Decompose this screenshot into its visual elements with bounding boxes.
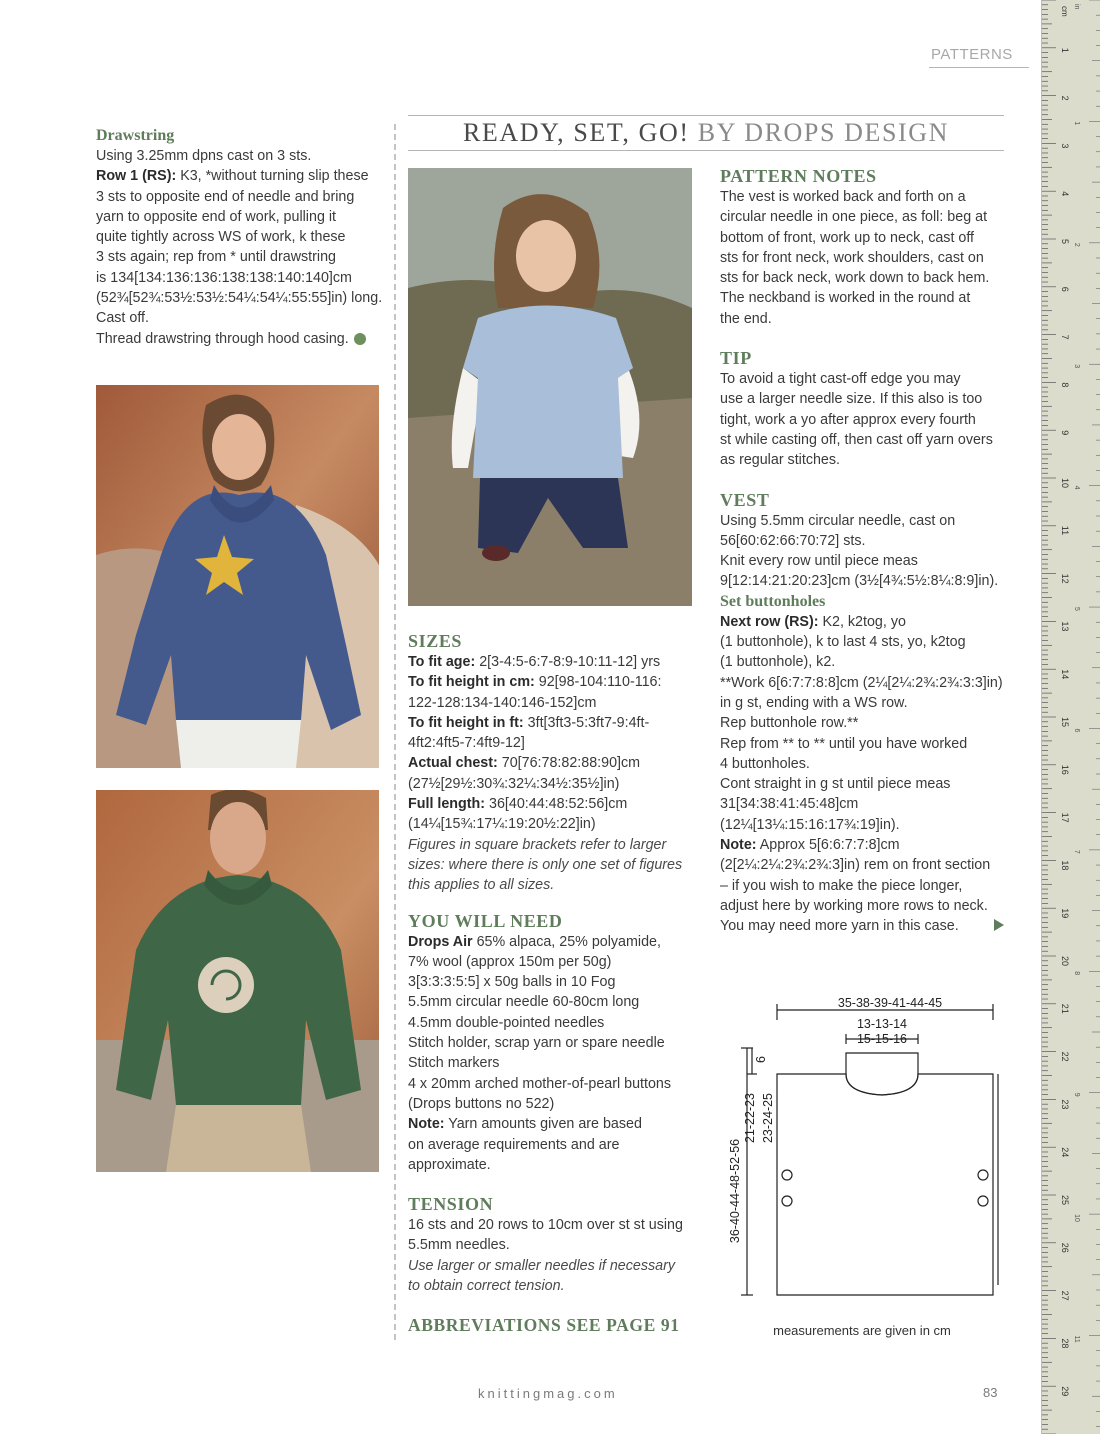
- tension-line: 16 sts and 20 rows to 10cm over st st using: [408, 1217, 683, 1234]
- ruler-inch-label: 6: [1073, 728, 1080, 733]
- ruler-inch-label: 9: [1073, 1092, 1080, 1097]
- length-label: 36-40-44-48-52-56: [728, 1138, 742, 1244]
- tension-note-line: to obtain correct tension.: [408, 1278, 565, 1295]
- armhole-label-1: 21-22-23: [743, 1092, 757, 1144]
- ruler-cm-label: 26: [1060, 1242, 1070, 1253]
- ruler-cm-label: 19: [1060, 908, 1070, 919]
- you-will-need-line: Drops Air 65% alpaca, 25% polyamide,: [408, 933, 661, 950]
- ruler-cm-label: 3: [1060, 143, 1070, 149]
- vest-body: [720, 511, 1010, 592]
- vest-buttonholes-line: (1 buttonhole), k to last 4 sts, yo, k2tog: [720, 634, 966, 651]
- ruler-cm-label: 12: [1060, 573, 1070, 584]
- you-will-need-term: Drops Air: [408, 933, 473, 950]
- vest-schematic: [720, 990, 1020, 1350]
- drawstring-line: yarn to opposite end of work, pulling it: [96, 208, 337, 225]
- ruler-cm-label: 22: [1060, 1051, 1070, 1062]
- ruler-inch-unit: in: [1073, 4, 1080, 10]
- sizes-body: [408, 652, 696, 835]
- vest-buttonholes-term: Next row (RS):: [720, 613, 819, 630]
- sizes-line: (14¼[15¾:17¼:19:20½:22]in): [408, 816, 596, 833]
- sizes-line: (27½[29½:30¾:32¼:34½:35½]in): [408, 775, 620, 792]
- ruler-ticks: [1042, 0, 1100, 1434]
- drawstring-body: [96, 146, 388, 349]
- drawstring-line: Using 3.25mm dpns cast on 3 sts.: [96, 148, 312, 164]
- tip-heading: TIP: [720, 348, 752, 369]
- sizes-term: To fit height in cm:: [408, 674, 535, 691]
- sizes-term: Actual chest:: [408, 755, 498, 772]
- drawstring-line: (52¾[52¾:53½:53½:54¼:54¼:55:55]in) long.: [96, 290, 383, 307]
- ruler-inch-label: 11: [1073, 1335, 1080, 1343]
- right-column: [720, 165, 1010, 937]
- tip-body: [720, 369, 1010, 470]
- photo-man-shell-sweater-art: [96, 790, 379, 1172]
- tip-line: as regular stitches.: [720, 452, 840, 469]
- vest-buttonholes-term: Note:: [720, 837, 757, 854]
- sizes-note-line: Figures in square brackets refer to larger: [408, 836, 667, 853]
- sizes-line: To fit age: 2[3-4:5-6:7-8:9-10:11-12] yrs: [408, 654, 661, 670]
- ruler-cm-label: 13: [1060, 621, 1070, 632]
- measuring-ruler: [1041, 0, 1100, 1434]
- neck-depth-label: 6: [754, 1056, 768, 1063]
- ruler-cm-label: 18: [1060, 860, 1070, 871]
- sizes-line: Full length: 36[40:44:48:52:56]cm: [408, 796, 628, 813]
- pattern-notes-line: sts for front neck, work shoulders, cast on: [720, 249, 984, 266]
- tip-line: use a larger needle size. If this also is too: [720, 391, 983, 408]
- vest-buttonholes-line: Rep from ** to ** until you have worked: [720, 735, 968, 752]
- pattern-notes-line: The neckband is worked in the round at: [720, 290, 971, 307]
- diagram-caption: measurements are given in cm: [773, 1323, 951, 1338]
- you-will-need-line: approximate.: [408, 1156, 491, 1173]
- photo-girl-vest: [408, 168, 692, 606]
- vest-buttonholes-body: [720, 612, 1010, 937]
- ruler-inch-label: 10: [1073, 1214, 1080, 1222]
- footer-website: knittingmag.com: [478, 1386, 618, 1401]
- ruler-cm-unit: cm: [1060, 6, 1069, 17]
- tip-line: st while casting off, then cast off yarn overs: [720, 431, 993, 448]
- ruler-cm-label: 4: [1060, 191, 1070, 197]
- vest-buttonholes-line: Note: Approx 5[6:6:7:7:8]cm: [720, 837, 900, 854]
- ruler-cm-label: 7: [1060, 334, 1070, 340]
- ruler-cm-label: 27: [1060, 1290, 1070, 1301]
- ruler-cm-label: 23: [1060, 1099, 1070, 1110]
- section-label: PATTERNS: [931, 46, 1013, 63]
- ruler-cm-label: 5: [1060, 239, 1070, 245]
- column-divider: [394, 124, 396, 1340]
- tip-line: To avoid a tight cast-off edge you may: [720, 371, 961, 388]
- ruler-cm-label: 8: [1060, 382, 1070, 388]
- drawstring-line: 3 sts to opposite end of needle and bring: [96, 188, 355, 205]
- drawstring-heading: Drawstring: [96, 127, 175, 144]
- vest-heading: VEST: [720, 489, 770, 510]
- you-will-need-body: [408, 932, 696, 1176]
- pattern-notes-line: sts for back neck, work down to back hem.: [720, 270, 990, 287]
- sizes-line: 122-128:134-140:146-152]cm: [408, 694, 597, 711]
- drawstring-line: quite tightly across WS of work, k these: [96, 229, 346, 246]
- you-will-need-line: Note: Yarn amounts given are based: [408, 1116, 642, 1133]
- you-will-need-line: 7% wool (approx 150m per 50g): [408, 953, 612, 970]
- middle-column: [408, 630, 696, 1336]
- vest-buttonholes-line: 31[34:38:41:45:48]cm: [720, 796, 859, 813]
- drawstring-line: is 134[134:136:136:138:138:140:140]cm: [96, 269, 352, 286]
- pattern-notes-heading: PATTERN NOTES: [720, 166, 877, 186]
- drawstring-line: Cast off.: [96, 310, 149, 327]
- ruler-cm-label: 2: [1060, 95, 1070, 101]
- width-measurement-label: 35-38-39-41-44-45: [837, 996, 943, 1010]
- you-will-need-heading: YOU WILL NEED: [408, 910, 563, 931]
- vest-buttonholes-line: adjust here by working more rows to neck.: [720, 897, 988, 914]
- ruler-inch-label: 8: [1073, 971, 1080, 976]
- you-will-need-line: Stitch markers: [408, 1055, 500, 1072]
- sizes-line: To fit height in cm: 92[98-104:110-116:: [408, 674, 662, 691]
- vest-buttonholes-line: Rep buttonhole row.**: [720, 715, 859, 732]
- photo-woman-star-sweater-art: [96, 385, 379, 768]
- drawstring-section: [96, 126, 388, 349]
- ruler-cm-label: 28: [1060, 1338, 1070, 1349]
- drawstring-line: 3 sts again; rep from * until drawstring: [96, 249, 336, 266]
- vest-buttonholes-line: (2[2¼:2¼:2¾:2¾:3]in) rem on front section: [720, 857, 991, 874]
- vest-line: Knit every row until piece meas: [720, 553, 918, 570]
- title-rule-top: [408, 115, 1004, 116]
- armhole-label-2: 23-24-25: [761, 1092, 775, 1144]
- pattern-notes-body: [720, 187, 1010, 329]
- sizes-term: To fit height in ft:: [408, 714, 524, 731]
- ruler-cm-label: 16: [1060, 764, 1070, 775]
- ruler-cm-label: 6: [1060, 286, 1070, 292]
- drawstring-line: Thread drawstring through hood casing.: [96, 329, 388, 349]
- pattern-notes-line: the end.: [720, 310, 772, 327]
- title-main: READY, SET, GO!: [462, 118, 690, 147]
- ruler-inch-label: 4: [1073, 485, 1080, 490]
- vest-buttonholes-line: 4 buttonholes.: [720, 755, 810, 772]
- vest-line: 56[60:62:66:70:72] sts.: [720, 532, 866, 549]
- tip-line: tight, work a yo after approx every fourth: [720, 411, 976, 428]
- ruler-cm-label: 10: [1060, 478, 1070, 489]
- vest-buttonholes-line: **Work 6[6:7:7:8:8]cm (2¼[2¼:2¾:2¾:3:3]in): [720, 674, 1003, 691]
- ruler-cm-label: 29: [1060, 1386, 1070, 1397]
- neck-measurement-label-2: 15-15-16: [856, 1032, 908, 1046]
- ruler-inch-label: 1: [1073, 121, 1080, 126]
- sizes-line: Actual chest: 70[76:78:82:88:90]cm: [408, 755, 641, 772]
- yarn-ball-end-icon: [354, 333, 366, 345]
- vest-buttonholes-line: You may need more yarn in this case.: [720, 918, 959, 935]
- you-will-need-line: 5.5mm circular needle 60-80cm long: [408, 994, 640, 1011]
- drawstring-term: Row 1 (RS):: [96, 168, 177, 185]
- you-will-need-line: 3[3:3:3:5:5] x 50g balls in 10 Fog: [408, 974, 616, 991]
- you-will-need-line: Stitch holder, scrap yarn or spare needle: [408, 1035, 665, 1052]
- tension-line: 5.5mm needles.: [408, 1237, 510, 1254]
- ruler-cm-label: 14: [1060, 669, 1070, 680]
- vest-buttonholes-line: Cont straight in g st until piece meas: [720, 776, 951, 793]
- vest-buttonholes-line: – if you wish to make the piece longer,: [720, 877, 963, 894]
- photo-man-shell-sweater: [96, 790, 379, 1172]
- abbreviations-link[interactable]: ABBREVIATIONS SEE PAGE 91: [408, 1315, 680, 1336]
- sizes-line: To fit height in ft: 3ft[3ft3-5:3ft7-9:4ft-: [408, 714, 650, 731]
- you-will-need-line: 4.5mm double-pointed needles: [408, 1014, 605, 1031]
- sizes-term: Full length:: [408, 796, 486, 813]
- vest-line: Using 5.5mm circular needle, cast on: [720, 512, 956, 529]
- sizes-line: 4ft2:4ft5-7:4ft9-12]: [408, 735, 525, 752]
- photo-woman-star-sweater: [96, 385, 379, 768]
- tension-body: [408, 1215, 696, 1256]
- ruler-inch-label: 2: [1073, 242, 1080, 247]
- ruler-cm-label: 15: [1060, 717, 1070, 728]
- title-byline: BY DROPS DESIGN: [697, 118, 950, 147]
- vest-buttonholes-line: (1 buttonhole), k2.: [720, 654, 836, 671]
- photo-girl-vest-art: [408, 168, 692, 606]
- pattern-notes-line: circular needle in one piece, as foll: beg at: [720, 209, 988, 226]
- sizes-note: [408, 835, 696, 896]
- drawstring-line: Row 1 (RS): K3, *without turning slip these: [96, 168, 369, 185]
- ruler-inch-label: 7: [1073, 849, 1080, 854]
- vest-buttonholes-line: (12¼[13¼:15:16:17¾:19]in).: [720, 816, 900, 833]
- ruler-cm-label: 24: [1060, 1147, 1070, 1158]
- page-title: [408, 118, 1004, 148]
- ruler-cm-label: 25: [1060, 1195, 1070, 1206]
- page-number: 83: [983, 1385, 998, 1400]
- ruler-cm-label: 9: [1060, 430, 1070, 436]
- ruler-cm-label: 21: [1060, 1003, 1070, 1014]
- ruler-inch-label: 5: [1073, 607, 1080, 611]
- you-will-need-line: 4 x 20mm arched mother-of-pearl buttons: [408, 1075, 672, 1092]
- neck-measurement-label-1: 13-13-14: [856, 1017, 908, 1031]
- sizes-note-line: this applies to all sizes.: [408, 877, 555, 894]
- continue-arrow-icon: [994, 919, 1004, 931]
- tension-note: [408, 1256, 696, 1297]
- set-buttonholes-heading: Set buttonholes: [720, 592, 826, 610]
- you-will-need-term: Note:: [408, 1116, 445, 1133]
- ruler-cm-label: 20: [1060, 956, 1070, 967]
- sizes-term: To fit age:: [408, 654, 476, 670]
- vest-line: 9[12:14:21:20:23]cm (3½[4¾:5½:8¼:8:9]in).: [720, 573, 999, 590]
- ruler-cm-label: 11: [1060, 525, 1070, 536]
- vest-buttonholes-line: Next row (RS): K2, k2tog, yo: [720, 613, 906, 630]
- sizes-note-line: sizes: where there is only one set of figures: [408, 856, 683, 873]
- ruler-cm-label: 1: [1060, 47, 1070, 53]
- sizes-heading: SIZES: [408, 631, 463, 651]
- ruler-inch-label: 3: [1073, 364, 1080, 369]
- you-will-need-line: (Drops buttons no 522): [408, 1095, 555, 1112]
- ruler-cm-label: 17: [1060, 812, 1070, 823]
- vest-buttonholes-line: in g st, ending with a WS row.: [720, 694, 908, 711]
- you-will-need-line: on average requirements and are: [408, 1136, 620, 1153]
- title-rule-bottom: [408, 150, 1004, 151]
- tension-note-line: Use larger or smaller needles if necessary: [408, 1257, 675, 1274]
- section-underline: [929, 67, 1029, 68]
- pattern-notes-line: bottom of front, work up to neck, cast off: [720, 229, 975, 246]
- pattern-notes-line: The vest is worked back and forth on a: [720, 189, 966, 205]
- tension-heading: TENSION: [408, 1194, 494, 1215]
